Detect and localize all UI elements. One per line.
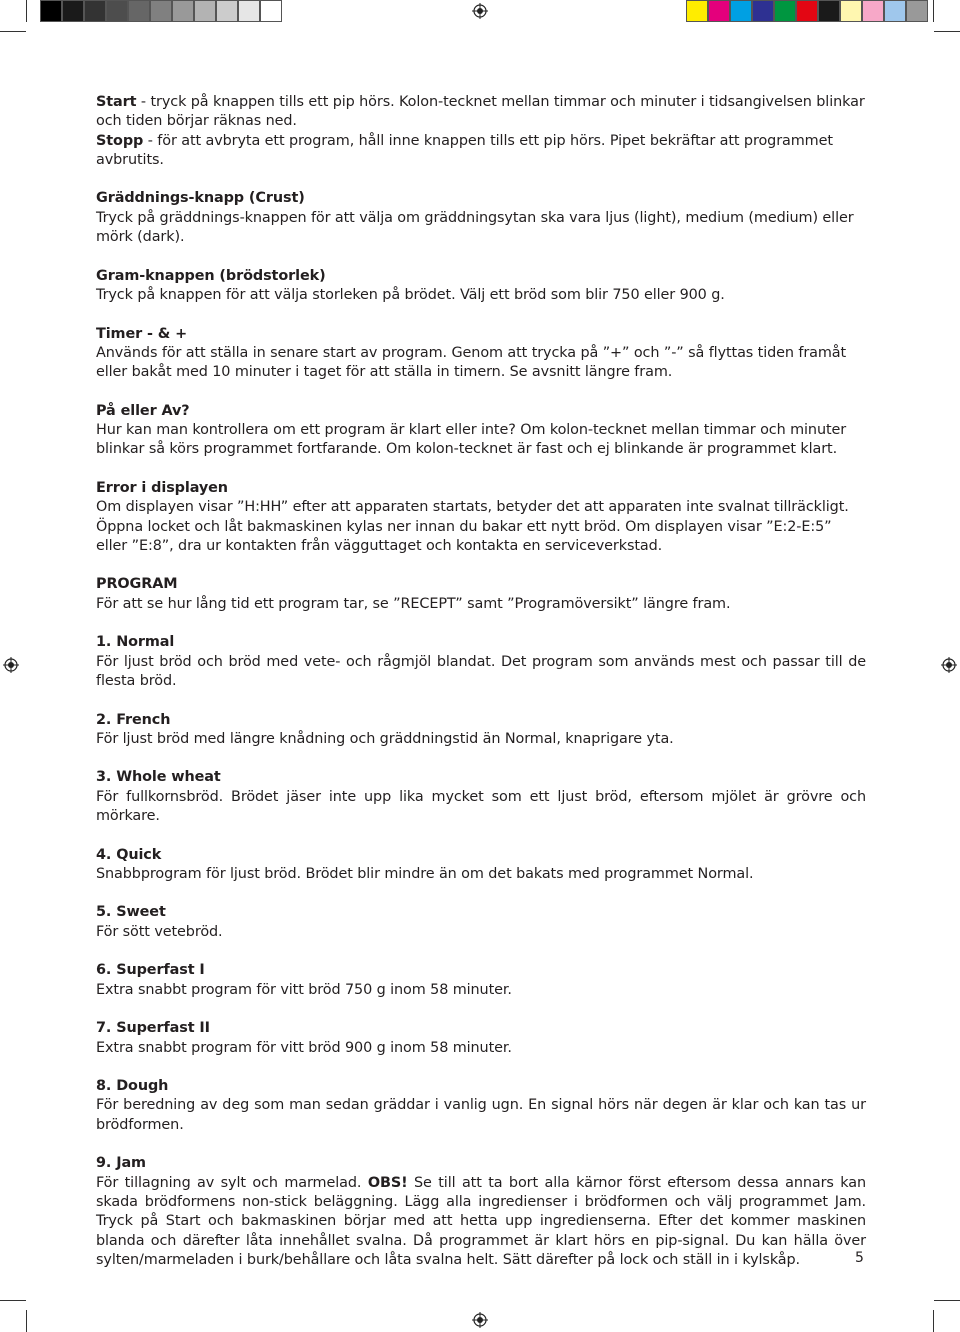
section-heading: 9. Jam <box>96 1155 146 1172</box>
section-heading: 3. Whole wheat <box>96 769 221 786</box>
section <box>96 479 866 556</box>
color-swatch <box>128 0 150 22</box>
crop-mark <box>934 1300 960 1301</box>
color-swatch <box>730 0 752 22</box>
color-swatch <box>40 0 62 22</box>
crop-mark <box>26 0 27 22</box>
section-body: Hur kan man kontrollera om ett program är klart eller inte? Om kolon-tecknet mellan timmar och minuter blinkar så körs programmet fortfarande. Om kolon-tecknet är fast och ej blinkande är programmet klart. <box>96 422 847 458</box>
page-number: 5 <box>855 1250 864 1266</box>
jam-body-after: Se till att ta bort alla kärnor först eftersom dessa annars kan skada brödformens non-stick beläggning. Lägg alla ingredienser i brödformen och välj programmet Jam. Tryck på Start och bakmaskinen börjar med att hetta upp ingredienserna. Efter det kommer maskinen blanda och därefter låta innehållet svalna. Då programmet är klart hörs en pip-signal. Du kan hälla över sylten/marmeladen i burk/behållare och låta svalna helt. Sätt därefter på lock och ställ in i kylskåp. <box>96 1174 866 1268</box>
color-swatch <box>906 0 928 22</box>
section <box>96 903 866 942</box>
sections-list <box>96 189 866 1135</box>
crop-mark <box>934 31 960 32</box>
crop-mark <box>933 1310 934 1332</box>
obs-label: OBS! <box>367 1174 408 1191</box>
color-swatch <box>194 0 216 22</box>
intro-block <box>96 93 866 170</box>
color-swatch <box>238 0 260 22</box>
registration-mark-icon <box>472 3 488 19</box>
section <box>96 325 866 383</box>
start-paragraph <box>96 93 866 132</box>
crop-mark <box>0 1300 26 1301</box>
section <box>96 846 866 885</box>
section-body: För sött vetebröd. <box>96 923 223 940</box>
section-body: Snabbprogram för ljust bröd. Brödet blir mindre än om det bakats med programmet Normal. <box>96 865 754 882</box>
section-body: För ljust bröd med längre knådning och gräddningstid än Normal, knaprigare yta. <box>96 730 674 747</box>
section <box>96 267 866 306</box>
registration-mark-icon <box>472 1312 488 1328</box>
stop-lead: Stopp <box>96 132 144 149</box>
section-body: Extra snabbt program för vitt bröd 900 g inom 58 minuter. <box>96 1039 512 1056</box>
section-heading: 2. French <box>96 711 171 728</box>
stop-text: - för att avbryta ett program, håll inne knappen tills ett pip hörs. Pipet bekräftar att programmet avbrutits. <box>96 132 833 168</box>
section-heading: Timer - & + <box>96 325 188 342</box>
section-body: Extra snabbt program för vitt bröd 750 g inom 58 minuter. <box>96 981 512 998</box>
section-heading: Error i displayen <box>96 479 228 496</box>
color-swatch <box>774 0 796 22</box>
section-body: För att se hur lång tid ett program tar, se ”RECEPT” samt ”Programöversikt” längre fram. <box>96 595 731 612</box>
section-heading: 5. Sweet <box>96 904 166 921</box>
section-heading: Gram-knappen (brödstorlek) <box>96 267 326 284</box>
crop-mark <box>0 31 26 32</box>
section-heading: 4. Quick <box>96 846 162 863</box>
section-heading: PROGRAM <box>96 576 178 593</box>
color-swatch <box>862 0 884 22</box>
start-text: - tryck på knappen tills ett pip hörs. Kolon-tecknet mellan timmar och minuter i tidsangivelsen blinkar och tiden börjar räknas ned. <box>96 94 865 130</box>
section-body: För fullkornsbröd. Brödet jäser inte upp lika mycket som ett ljust bröd, eftersom mjölet är grövre och mörkare. <box>96 788 866 824</box>
color-swatch <box>216 0 238 22</box>
section-heading: Gräddnings-knapp (Crust) <box>96 190 305 207</box>
section <box>96 189 866 247</box>
color-swatch <box>884 0 906 22</box>
section-body: För ljust bröd och bröd med vete- och rågmjöl blandat. Det program som används mest och passar till de flesta bröd. <box>96 653 866 689</box>
color-swatch <box>840 0 862 22</box>
section <box>96 633 866 691</box>
start-lead: Start <box>96 94 137 110</box>
section <box>96 402 866 460</box>
stop-paragraph <box>96 132 866 171</box>
section-body <box>96 1174 866 1270</box>
manual-page-body <box>96 93 866 1270</box>
registration-mark-icon <box>941 657 957 673</box>
color-swatch <box>150 0 172 22</box>
color-swatch <box>106 0 128 22</box>
color-swatch <box>796 0 818 22</box>
section <box>96 961 866 1000</box>
color-swatch <box>62 0 84 22</box>
section-jam <box>96 1154 866 1270</box>
section-body: Om displayen visar ”H:HH” efter att apparaten startats, betyder det att apparaten inte svalnat tillräckligt. Öppna locket och låt bakmaskinen kylas ner innan du bakar ett nytt bröd. Om displayen visar ”E:2-E:5” eller ”E:8”, dra ur kontakten från vägguttaget och kontakta en serviceverkstad. <box>96 499 849 554</box>
color-swatch <box>818 0 840 22</box>
section-body: Tryck på gräddnings-knappen för att välja om gräddningsytan ska vara ljus (light), medium (medium) eller mörk (dark). <box>96 209 854 246</box>
section <box>96 768 866 826</box>
section-body: För beredning av deg som man sedan gräddar i vanlig ugn. En signal hörs när degen är klar och kan tas ur brödformen. <box>96 1097 866 1133</box>
jam-body-before: För tillagning av sylt och marmelad. <box>96 1174 368 1191</box>
color-swatch <box>752 0 774 22</box>
color-swatch <box>708 0 730 22</box>
section-heading: På eller Av? <box>96 402 190 419</box>
section <box>96 1019 866 1058</box>
section <box>96 1077 866 1135</box>
section <box>96 711 866 750</box>
color-swatch <box>260 0 282 22</box>
process-color-bar <box>686 0 928 22</box>
section-body: Används för att ställa in senare start av program. Genom att trycka på ”+” och ”-” så flyttas tiden framåt eller bakåt med 10 minuter i taget för att ställa in timern. Se avsnitt längre fram. <box>96 344 847 381</box>
color-swatch <box>686 0 708 22</box>
section-body: Tryck på knappen för att välja storleken på brödet. Välj ett bröd som blir 750 eller 900 g. <box>96 286 725 303</box>
color-swatch <box>172 0 194 22</box>
section-heading: 7. Superfast II <box>96 1020 210 1037</box>
section-heading: 8. Dough <box>96 1078 169 1095</box>
color-swatch <box>84 0 106 22</box>
section-heading: 6. Superfast I <box>96 962 205 979</box>
crop-mark <box>26 1310 27 1332</box>
grayscale-color-bar <box>40 0 282 22</box>
section <box>96 575 866 614</box>
crop-mark <box>933 0 934 22</box>
registration-mark-icon <box>3 657 19 673</box>
section-heading: 1. Normal <box>96 634 175 651</box>
